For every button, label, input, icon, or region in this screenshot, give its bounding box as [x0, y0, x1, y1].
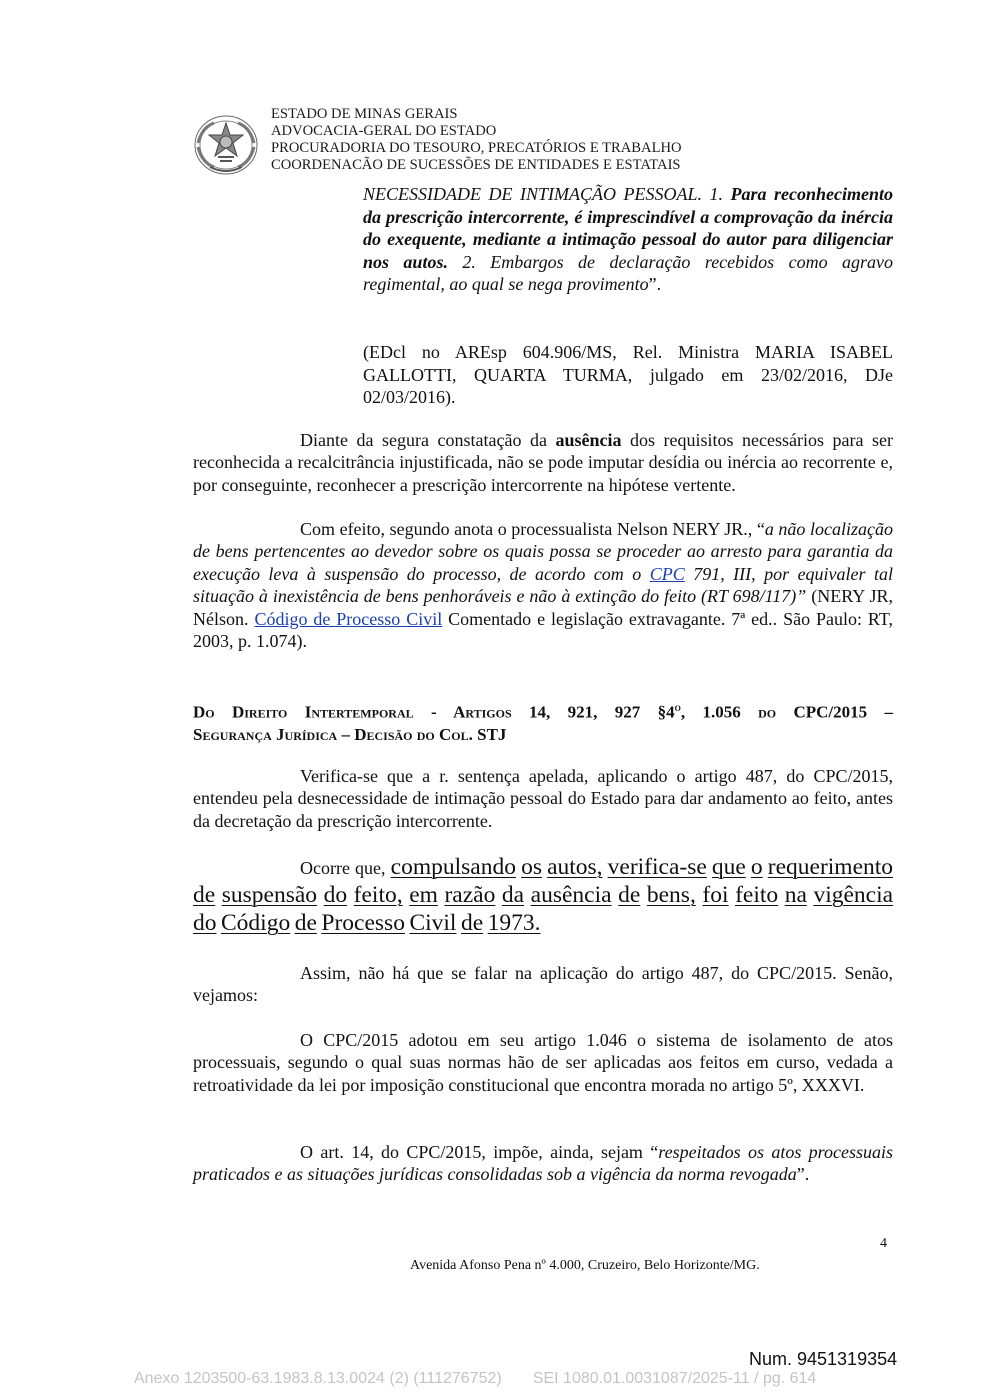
paragraph-art14 — [193, 1141, 893, 1186]
footer-address: Avenida Afonso Pena nº 4.000, Cruzeiro, Belo Horizonte/MG. — [410, 1258, 760, 1273]
para4-word: os — [521, 854, 542, 880]
para4-word: ausência — [530, 882, 612, 908]
para4-word: na — [784, 882, 807, 908]
para7-text-b: ”. — [796, 1164, 810, 1185]
paragraph-nery — [193, 518, 893, 652]
para4-word: do — [193, 910, 217, 936]
para4-word: Civil — [409, 910, 457, 936]
para1-bold: ausência — [555, 430, 622, 450]
coat-of-arms-icon — [192, 113, 260, 177]
quote-paragraph — [363, 183, 893, 296]
para4-word: que — [711, 854, 746, 880]
paragraph-isolamento: O CPC/2015 adotou em seu artigo 1.046 o sistema de isolamento de atos processuais, segundo o qual suas normas hão de ser aplicadas aos feitos em curso, vedada a retroatividade da lei por imposição constitucional que encontra morada no artigo 5º, XXXVI. — [193, 1030, 893, 1095]
para4-word: de — [618, 882, 641, 908]
heading-line1-a: Do Direito Intertemporal - Artigos 14, 921, 927 §4 — [193, 702, 675, 722]
para4-word: Código — [221, 910, 291, 936]
heading-superscript: o — [674, 702, 681, 714]
para2-text-c: Comentado e legislação extravagante. 7ª ed.. São Paulo: RT, 2003, p. 1.074). — [193, 608, 894, 652]
quote-citation: (EDcl no AREsp 604.906/MS, Rel. Ministra MARIA ISABEL GALLOTTI, QUARTA TURMA, julgado em 23/02/2016, DJe 02/03/2016). — [363, 342, 893, 408]
para2-italic-2: 791, III, por equivaler tal situação à inexistência de bens penhoráveis e não à extinção do feito (RT 698/117)” — [193, 563, 894, 607]
para4-word: em — [409, 882, 438, 908]
annex-footer-stamp: Anexo 1203500-63.1983.8.13.0024 (2) (111276752) SEI 1080.01.0031087/2025-11 / pg. 614 — [134, 1370, 817, 1387]
para4-word: de — [460, 910, 484, 936]
para4-word: de — [193, 882, 216, 908]
para1-text-a: Diante da segura constatação da — [300, 430, 547, 450]
para4-word: feito — [735, 882, 779, 908]
letterhead-line-procuradoria: PROCURADORIA DO TESOURO, PRECATÓRIOS E TRABALHO — [271, 140, 682, 156]
codigo-processo-civil-link[interactable]: Código de Processo Civil — [254, 608, 443, 629]
para4-word: de — [294, 910, 317, 936]
para4-word: vigência — [813, 882, 894, 908]
paragraph-sentence: Verifica-se que a r. sentença apelada, aplicando o artigo 487, do CPC/2015, entendeu pela desnecessidade de intimação pessoal do Estado para dar andamento ao feito, antes da decretação da prescrição intercorrente. — [193, 766, 893, 831]
para2-italic-1: a não localização de bens pertencentes ao devedor sobre os quais possa se proceder ao arresto para garantia da execução leva à suspensão do processo, de acordo com o — [193, 519, 893, 584]
para7-text-a: O art. 14, do CPC/2015, impõe, ainda, sejam “ — [300, 1142, 659, 1162]
heading-line2: Segurança Jurídica – Decisão do Col. STJ — [193, 724, 507, 744]
letterhead-line-state: ESTADO DE MINAS GERAIS — [271, 106, 458, 122]
para4-lead: Ocorre que, — [300, 858, 386, 878]
heading-line1-b: , 1.056 do CPC/2015 – — [680, 702, 893, 722]
para1-text-b: dos requisitos necessários para ser reconhecida a recalcitrância injustificada, não se pode imputar desídia ou inércia ao recorrente e, por conseguinte, reconhecer a prescrição intercorrente na hipótese vertente. — [193, 430, 893, 495]
letterhead — [271, 106, 682, 174]
paragraph-assim: Assim, não há que se falar na aplicação do artigo 487, do CPC/2015. Senão, vejamos: — [193, 963, 893, 1006]
quote-text-lead: NECESSIDADE DE INTIMAÇÃO PESSOAL. 1. — [363, 184, 723, 204]
letterhead-line-agency: ADVOCACIA-GERAL DO ESTADO — [271, 123, 497, 139]
para4-word: foi — [702, 882, 729, 908]
para7-italic: respeitados os atos processuais praticados e as situações jurídicas consolidadas sob a vigência da norma revogada — [193, 1142, 894, 1185]
para4-word: 1973. — [487, 910, 541, 936]
para2-text-b: (NERY JR, Nélson. — [193, 586, 894, 629]
letterhead-line-coordination: COORDENACÃO DE SUCESSÕES DE ENTIDADES E ESTATAIS — [271, 157, 681, 173]
paragraph-compulsando — [193, 853, 893, 937]
para4-word: do — [323, 882, 348, 908]
para4-word: feito, — [353, 882, 403, 908]
para4-word: suspensão — [221, 882, 318, 908]
para4-word: Processo — [321, 910, 405, 936]
quote-text-tail: 2. Embargos de declaração recebidos como agravo regimental, ao qual se nega provimento — [363, 251, 893, 295]
para4-word: da — [501, 882, 525, 908]
cpc-link[interactable]: CPC — [649, 563, 685, 584]
paragraph-absence — [193, 429, 893, 496]
para4-word: compulsando — [390, 854, 516, 880]
para2-text-a: Com efeito, segundo anota o processualista Nelson NERY JR., “ — [300, 519, 765, 539]
para4-word: verifica-se — [607, 854, 707, 880]
para4-word: o — [750, 854, 763, 880]
para4-word: razão — [444, 882, 496, 908]
document-number-stamp: Num. 9451319354 — [749, 1349, 898, 1369]
para4-word: bens, — [646, 882, 696, 908]
section-heading — [193, 697, 893, 746]
para4-word: requerimento — [767, 854, 894, 880]
quote-close: ”. — [648, 274, 662, 295]
quote-text-bold: Para reconhecimento da prescrição intercorrente, é imprescindível a comprovação da inércia do exequente, mediante a intimação pessoal do autor para diligenciar nos autos. — [363, 184, 894, 272]
para4-word: autos, — [547, 854, 603, 880]
page-number: 4 — [880, 1236, 887, 1251]
